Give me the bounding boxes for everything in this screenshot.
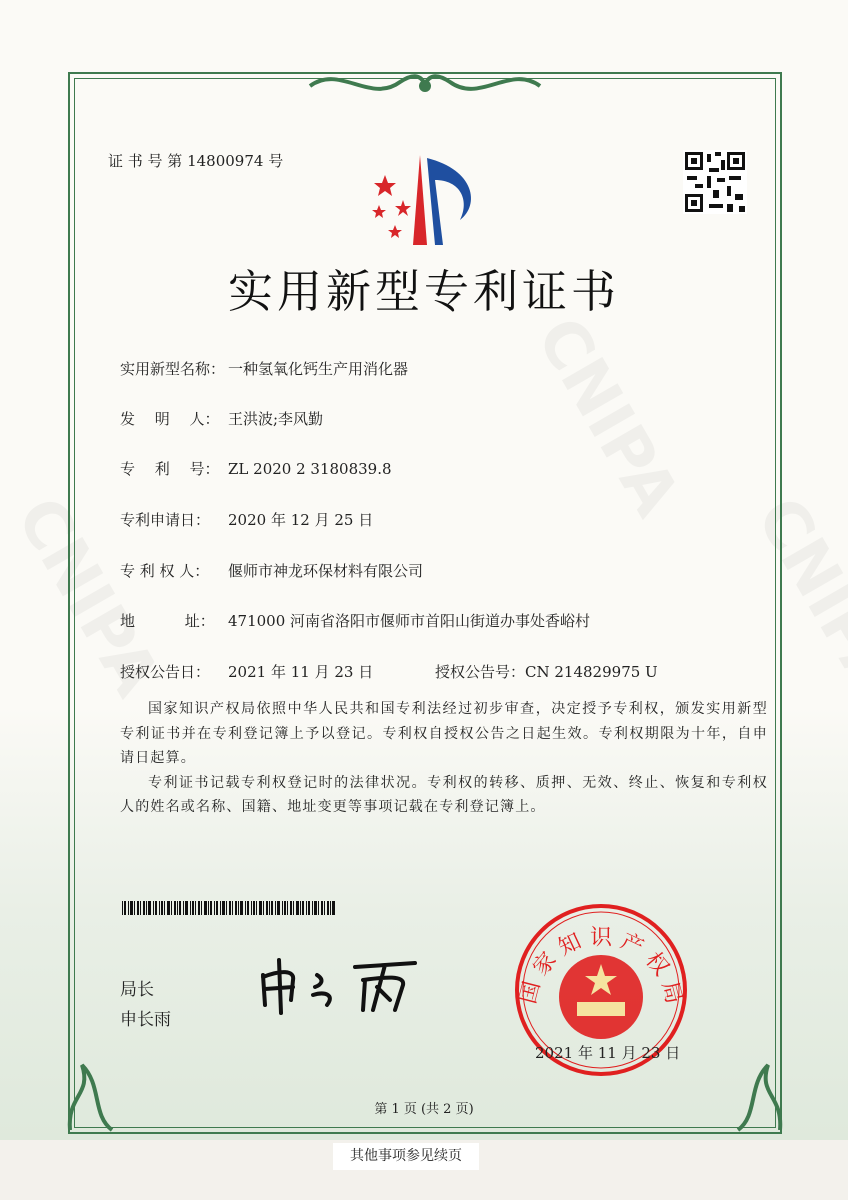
field-value: 一种氢氧化钙生产用消化器 xyxy=(228,360,409,378)
seal-date: 2021 年 11 月 23 日 xyxy=(535,1044,681,1062)
field-label: 专 利 号： xyxy=(120,460,220,478)
signatory-name: 申长雨 xyxy=(120,1010,171,1030)
field-utility-model-name xyxy=(120,358,408,379)
field-value: 471000 河南省洛阳市偃师市首阳山街道办事处香峪村 xyxy=(228,612,591,630)
cnipa-logo-icon xyxy=(365,150,490,250)
statement-paragraph: 国家知识产权局依照中华人民共和国专利法经过初步审查，决定授予专利权，颁发实用新型专利证书并在专利登记簿上予以登记。专利权自授权公告之日起生效。专利权期限为十年，自申请日起算。 xyxy=(120,701,768,766)
field-label: 授权公告号： xyxy=(435,663,526,681)
field-value: 2021 年 11 月 23 日 xyxy=(228,663,374,681)
corner-ornament-icon xyxy=(62,1035,122,1135)
page-indicator: 第 1 页 (共 2 页) xyxy=(374,1102,474,1117)
field-announcement-number xyxy=(435,661,658,682)
corner-ornament-icon xyxy=(728,1035,788,1135)
field-value: 偃师市神龙环保材料有限公司 xyxy=(228,562,424,580)
field-inventor xyxy=(120,408,323,429)
field-value: ZL 2020 2 3180839.8 xyxy=(228,460,392,478)
field-value: CN 214829975 U xyxy=(525,663,658,681)
svg-text:国 家 知 识 产 权 局: 国 家 知 识 产 权 局 xyxy=(515,925,687,1007)
field-label: 实用新型名称： xyxy=(120,360,226,378)
field-label: 专利申请日： xyxy=(120,511,211,529)
field-address xyxy=(120,610,590,631)
qr-code-icon xyxy=(683,150,747,214)
field-patent-number xyxy=(120,458,392,479)
field-value: 2020 年 12 月 25 日 xyxy=(228,511,374,529)
field-application-date xyxy=(120,509,373,530)
signature-icon xyxy=(255,955,435,1015)
field-label: 专 利 权 人： xyxy=(120,562,210,580)
certificate-number: 证 书 号 第 14800974 号 xyxy=(108,152,284,170)
field-patentee xyxy=(120,560,423,581)
field-label: 发 明 人： xyxy=(120,410,220,428)
certificate-statement xyxy=(120,697,768,820)
field-label: 授权公告日： xyxy=(120,663,211,681)
field-announcement-date xyxy=(120,661,373,682)
field-value: 王洪波;李风勤 xyxy=(228,410,324,428)
continuation-note: 其他事项参见续页 xyxy=(333,1143,479,1170)
barcode-icon xyxy=(122,901,336,915)
top-ornament-icon xyxy=(300,64,550,104)
signatory-title: 局长 xyxy=(120,980,154,1000)
page-title: 实用新型专利证书 xyxy=(227,265,620,318)
field-label: 地 址： xyxy=(120,612,215,630)
statement-paragraph: 专利证书记载专利权登记时的法律状况。专利权的转移、质押、无效、终止、恢复和专利权人的姓名或名称、国籍、地址变更等事项记载在专利登记簿上。 xyxy=(120,774,768,815)
